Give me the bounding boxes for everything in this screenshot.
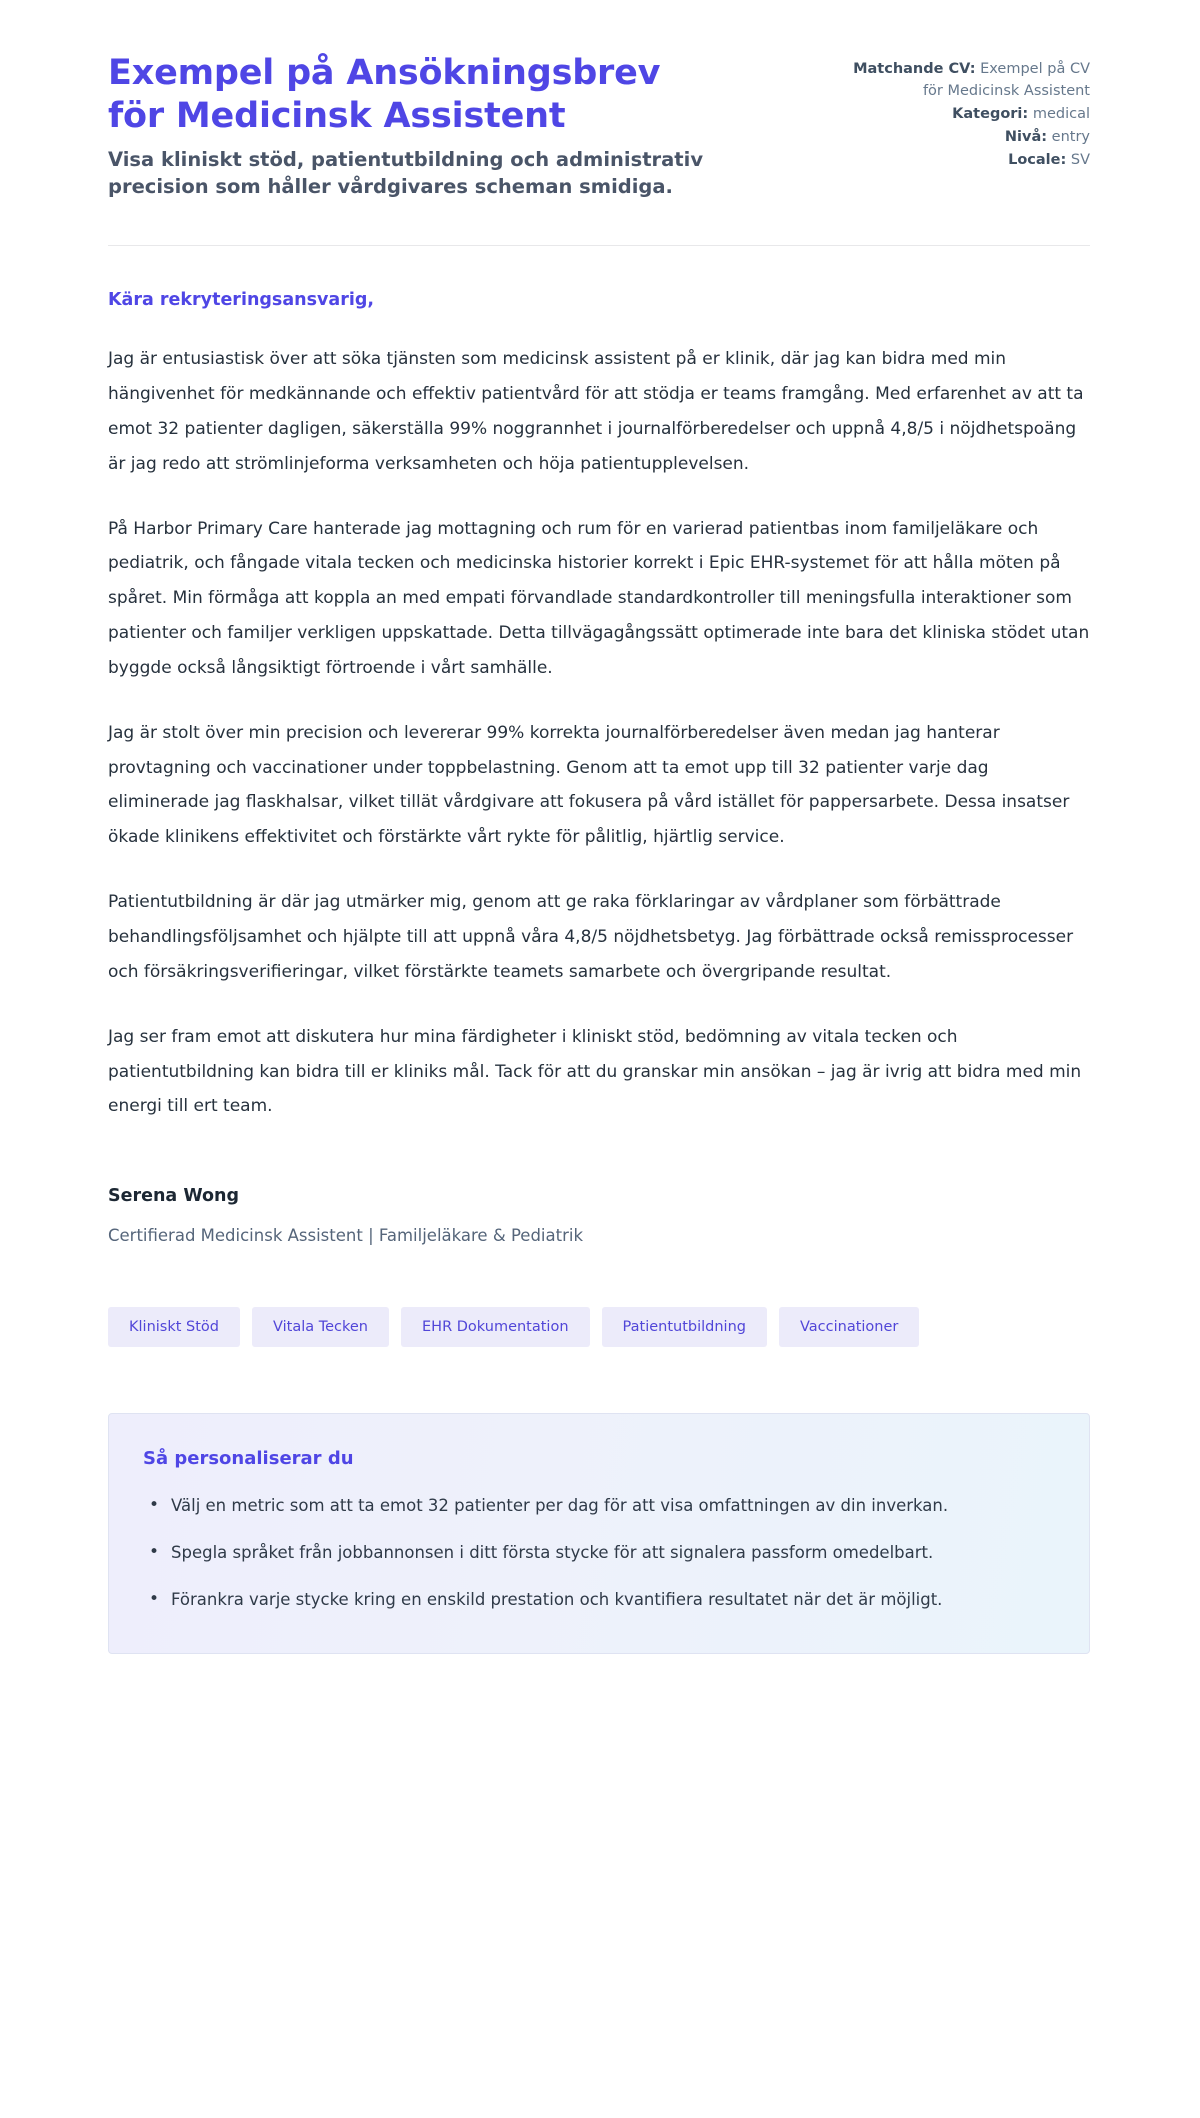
header-text-block — [108, 52, 728, 201]
callout-tip-list — [143, 1491, 1051, 1615]
letter-salutation: Kära rekryteringsansvarig, — [108, 290, 375, 311]
skill-tag[interactable]: Vaccinationer — [779, 1307, 919, 1348]
letter-paragraph: På Harbor Primary Care hanterade jag mottagning och rum för en varierad patientbas inom familjeläkare och pediatrik, och fångade vitala tecken och medicinska historier korrekt i Epic EHR-systemet för att hålla möten på spåret. Min förmåga att koppla an med empati förvandlade standardkontroller till meningsfulla interaktioner som patienter och familjer verkligen uppskattade. Detta tillvägagångssätt optimerade inte bara det kliniska stödet utan byggde också långsiktigt förtroende i vårt samhälle. — [108, 518, 1090, 678]
signature-block — [108, 1186, 1090, 1249]
page-title: Exempel på Ansökningsbrev för Medicinsk Assistent — [108, 53, 661, 137]
metadata-value: SV — [1070, 152, 1090, 169]
document-metadata — [840, 52, 1090, 172]
metadata-row-locale — [840, 149, 1090, 171]
skill-tag[interactable]: Vitala Tecken — [252, 1307, 389, 1348]
metadata-label: Nivå: — [1004, 129, 1048, 146]
skill-tag[interactable]: Patientutbildning — [602, 1307, 767, 1348]
metadata-row-category — [840, 103, 1090, 125]
skill-tag[interactable]: Kliniskt Stöd — [108, 1307, 240, 1348]
letter-paragraph: Jag är stolt över min precision och levererar 99% korrekta journalförberedelser även medan jag hanterar provtagning och vaccinationer under toppbelastning. Genom att ta emot upp till 32 patienter varje dag eliminerade jag flaskhalsar, vilket tillät vårdgivare att fokusera på vård istället för pappersarbete. Dessa insatser ökade klinikens effektivitet och förstärkte vårt rykte för pålitlig, hjärtlig service. — [108, 722, 1070, 848]
callout-tip-item: • Spegla språket från jobbannonsen i ditt första stycke för att signalera passform omedelbart. — [143, 1538, 1051, 1568]
signature-name: Serena Wong — [108, 1186, 240, 1207]
page-header — [108, 52, 1090, 201]
skill-tag-list — [108, 1307, 1090, 1348]
callout-title: Så personaliserar du — [143, 1448, 354, 1470]
metadata-value: medical — [1032, 106, 1090, 123]
letter-body — [108, 246, 1090, 1249]
letter-paragraph: Jag ser fram emot att diskutera hur mina färdigheter i kliniskt stöd, bedömning av vitala tecken och patientutbildning kan bidra till er kliniks mål. Tack för att du granskar min ansökan – jag är ivrig att bidra med min energi till ert team. — [108, 1026, 1082, 1117]
metadata-label: Matchande CV: — [853, 61, 976, 77]
letter-paragraph: Patientutbildning är där jag utmärker mig, genom att ge raka förklaringar av vårdplaner som förbättrade behandlingsföljsamhet och hjälpte till att uppnå våra 4,8/5 nöjdhetsbetyg. Jag förbättrade också remissprocesser och försäkringsverifieringar, vilket förstärkte teamets samarbete och övergripande resultat. — [108, 892, 1074, 982]
metadata-row-matching-cv — [840, 58, 1090, 102]
page-subtitle: Visa kliniskt stöd, patientutbildning och administrativ precision som håller vårdgivares scheman smidiga. — [108, 147, 704, 199]
metadata-value: Exempel på CV för Medicinsk Assistent — [922, 61, 1090, 100]
letter-paragraph: Jag är entusiastisk över att söka tjänsten som medicinsk assistent på er klinik, där jag kan bidra med min hängivenhet för medkännande och effektiv patientvård för att stödja er teams framgång. Med erfarenhet av att ta emot 32 patienter dagligen, säkerställa 99% noggrannhet i journalförberedelser och uppnå 4,8/5 i nöjdhetspoäng är jag redo att strömlinjeforma verksamheten och höja patientupplevelsen. — [108, 349, 1084, 474]
callout-tip-item: • Förankra varje stycke kring en enskild prestation och kvantifiera resultatet när det är möjligt. — [143, 1585, 1051, 1615]
callout-tip-item: • Välj en metric som att ta emot 32 patienter per dag för att visa omfattningen av din inverkan. — [143, 1491, 1051, 1521]
signature-role: Certifierad Medicinsk Assistent | Familjeläkare & Pediatrik — [108, 1226, 584, 1246]
personalization-callout — [108, 1413, 1090, 1654]
metadata-row-level — [840, 126, 1090, 148]
skill-tag[interactable]: EHR Dokumentation — [401, 1307, 590, 1348]
metadata-value: entry — [1051, 129, 1090, 146]
metadata-label: Locale: — [1008, 152, 1067, 169]
metadata-label: Kategori: — [952, 106, 1029, 123]
